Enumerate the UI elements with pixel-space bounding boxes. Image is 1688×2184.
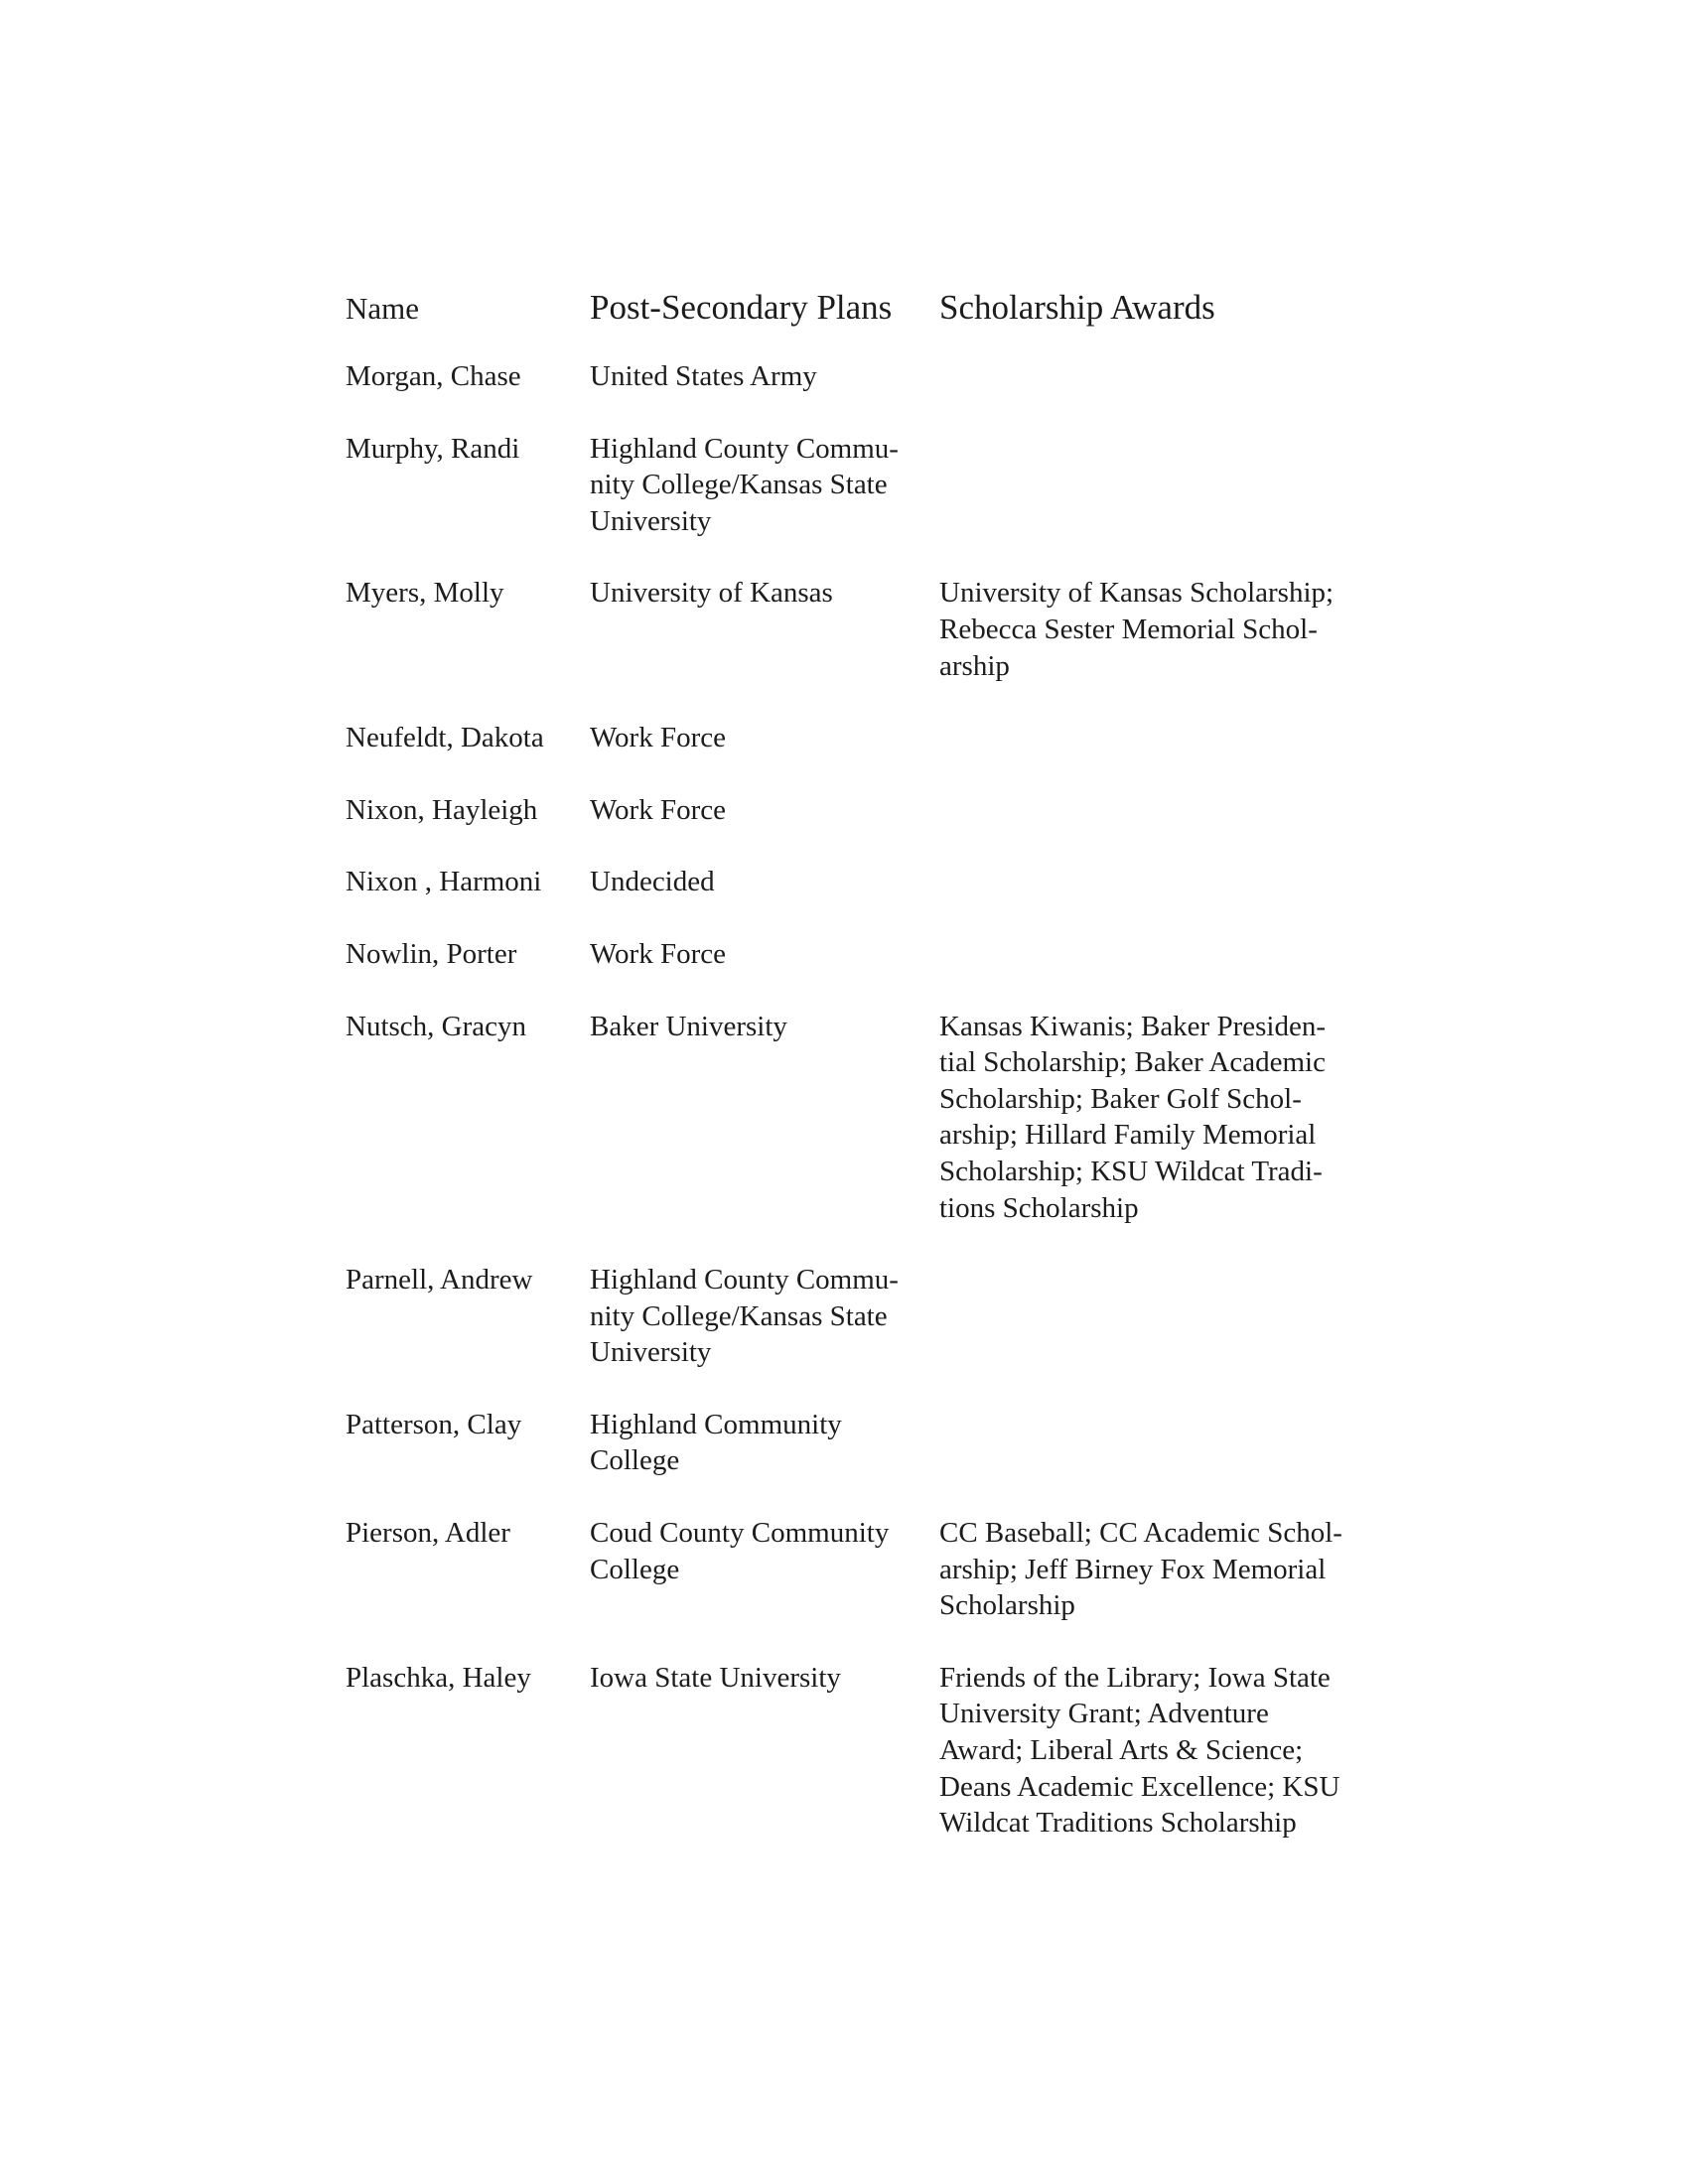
post-secondary-plans [590,358,939,395]
plans-line: University [590,504,712,537]
student-name: Nowlin, Porter [346,937,517,970]
plans-line: Undecided [590,866,715,898]
plans-line: Baker University [590,1010,787,1042]
post-secondary-plans [590,431,939,540]
scholarship-awards [939,431,1358,540]
scholarship-awards [939,1009,1358,1227]
student-name: Murphy, Randi [346,432,520,465]
awards-line: Scholarship [939,1589,1075,1622]
student-name: Myers, Molly [346,577,504,610]
table-row [346,1515,1358,1624]
post-secondary-plans [590,1009,939,1227]
plans-line: University [590,1336,712,1369]
awards-line: arship; Jeff Birney Fox Memorial [939,1553,1327,1585]
table-row [346,864,1358,900]
graduates-table [346,288,1358,1877]
awards-line: arship; Hillard Family Memorial [939,1119,1317,1152]
plans-line: Work Force [590,722,726,754]
table-row [346,575,1358,684]
table-row [346,1407,1358,1479]
table-row [346,1009,1358,1227]
scholarship-awards [939,575,1358,684]
plans-line: College [590,1444,680,1477]
awards-line: Scholarship; Baker Golf Schol- [939,1082,1302,1115]
post-secondary-plans [590,1660,939,1842]
student-name: Pierson, Adler [346,1517,510,1550]
plans-line: nity College/Kansas State [590,469,888,501]
plans-line: Highland County Commu- [590,432,899,465]
post-secondary-plans [590,1262,939,1371]
plans-line: Highland Community [590,1408,842,1440]
plans-line: Highland County Commu- [590,1264,899,1297]
post-secondary-plans [590,792,939,829]
student-name: Plaschka, Haley [346,1661,531,1694]
post-secondary-plans [590,936,939,973]
post-secondary-plans [590,864,939,900]
scholarship-awards [939,864,1358,900]
student-name: Nixon , Harmoni [346,866,542,898]
scholarship-awards [939,1515,1358,1624]
awards-line: Deans Academic Excellence; KSU [939,1770,1340,1803]
plans-line: United States Army [590,360,817,392]
scholarship-awards [939,1262,1358,1371]
table-row [346,936,1358,973]
awards-line: Award; Liberal Arts & Science; [939,1734,1304,1767]
scholarship-awards [939,1407,1358,1479]
awards-line: tions Scholarship [939,1191,1139,1224]
column-header-plans: Post-Secondary Plans [590,288,893,327]
plans-line: Work Force [590,793,726,826]
plans-line: Coud County Community [590,1517,890,1550]
plans-line: University of Kansas [590,577,833,610]
column-header-awards: Scholarship Awards [939,288,1215,327]
table-header [346,288,1358,329]
plans-line: College [590,1553,680,1585]
table-body [346,358,1358,1842]
student-name: Parnell, Andrew [346,1264,533,1297]
awards-line: tial Scholarship; Baker Academic [939,1046,1326,1079]
table-row [346,358,1358,395]
student-name: Patterson, Clay [346,1408,522,1440]
scholarship-awards [939,792,1358,829]
scholarship-awards [939,358,1358,395]
plans-line: Iowa State University [590,1661,841,1694]
post-secondary-plans [590,720,939,756]
post-secondary-plans [590,1407,939,1479]
post-secondary-plans [590,1515,939,1624]
plans-line: nity College/Kansas State [590,1299,888,1332]
table-row [346,1262,1358,1371]
plans-line: Work Force [590,937,726,970]
student-name: Morgan, Chase [346,360,521,392]
scholarship-awards [939,1660,1358,1842]
awards-line: arship [939,649,1010,682]
awards-line: University Grant; Adventure [939,1698,1269,1730]
awards-line: Scholarship; KSU Wildcat Tradi- [939,1155,1323,1187]
table-row [346,1660,1358,1842]
awards-line: Wildcat Traditions Scholarship [939,1807,1297,1840]
table-row [346,720,1358,756]
awards-line: CC Baseball; CC Academic Schol- [939,1517,1342,1550]
scholarship-awards [939,720,1358,756]
column-header-name: Name [346,291,420,326]
student-name: Nixon, Hayleigh [346,793,538,826]
scholarship-awards [939,936,1358,973]
awards-line: Rebecca Sester Memorial Schol- [939,613,1318,645]
post-secondary-plans [590,575,939,684]
student-name: Nutsch, Gracyn [346,1010,527,1042]
table-row [346,792,1358,829]
awards-line: Kansas Kiwanis; Baker Presiden- [939,1010,1326,1042]
table-row [346,431,1358,540]
awards-line: University of Kansas Scholarship; [939,577,1335,610]
awards-line: Friends of the Library; Iowa State [939,1661,1331,1694]
student-name: Neufeldt, Dakota [346,722,544,754]
